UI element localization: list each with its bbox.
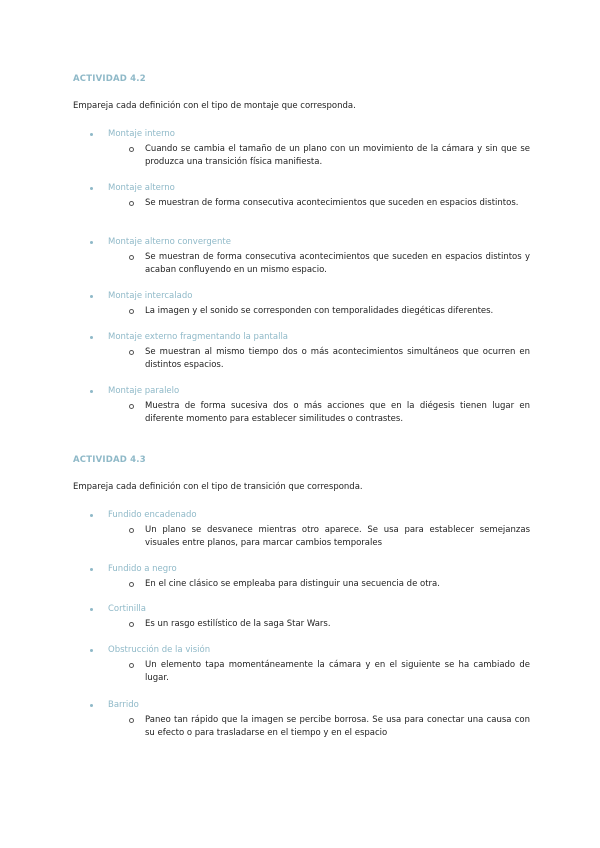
list-item — [90, 699, 530, 741]
list-item — [90, 128, 530, 170]
bullet-icon — [90, 514, 93, 517]
activity-4-2-instruction: Empareja cada definición con el tipo de montaje que corresponda. — [73, 101, 356, 111]
term-montaje-alterno-convergente: Montaje alterno convergente — [90, 236, 530, 249]
term-montaje-interno: Montaje interno — [90, 128, 530, 141]
list-item — [90, 509, 530, 551]
definition: Es un rasgo estilístico de la saga Star Wars. — [145, 618, 530, 631]
bullet-icon — [90, 295, 93, 298]
definition: Se muestran de forma consecutiva acontecimientos que suceden en espacios distintos. — [145, 197, 530, 210]
definition: Paneo tan rápido que la imagen se percibe borrosa. Se usa para conectar una causa con su efecto o para trasladarse en el tiempo y en el espacio — [145, 714, 530, 741]
definition: Un plano se desvanece mientras otro aparece. Se usa para establecer semejanzas visuales entre planos, para marcar cambios temporales — [145, 524, 530, 551]
bullet-icon — [90, 704, 93, 707]
circle-bullet-icon — [129, 201, 134, 206]
circle-bullet-icon — [129, 255, 134, 260]
list-item — [90, 290, 530, 318]
list-item — [90, 385, 530, 427]
list-item — [90, 331, 530, 373]
activity-4-3-instruction: Empareja cada definición con el tipo de transición que corresponda. — [73, 482, 363, 492]
term-montaje-externo: Montaje externo fragmentando la pantalla — [90, 331, 530, 344]
bullet-icon — [90, 649, 93, 652]
circle-bullet-icon — [129, 528, 134, 533]
term-montaje-alterno: Montaje alterno — [90, 182, 530, 195]
list-item — [90, 182, 530, 210]
bullet-icon — [90, 568, 93, 571]
bullet-icon — [90, 390, 93, 393]
bullet-icon — [90, 336, 93, 339]
term-fundido-a-negro: Fundido a negro — [90, 563, 530, 576]
circle-bullet-icon — [129, 718, 134, 723]
circle-bullet-icon — [129, 147, 134, 152]
circle-bullet-icon — [129, 582, 134, 587]
term-obstruccion-de-la-vision: Obstrucción de la visión — [90, 644, 530, 657]
circle-bullet-icon — [129, 622, 134, 627]
list-item — [90, 563, 530, 591]
bullet-icon — [90, 133, 93, 136]
list-item — [90, 236, 530, 278]
term-montaje-paralelo: Montaje paralelo — [90, 385, 530, 398]
bullet-icon — [90, 187, 93, 190]
circle-bullet-icon — [129, 404, 134, 409]
term-montaje-intercalado: Montaje intercalado — [90, 290, 530, 303]
definition: La imagen y el sonido se corresponden con temporalidades diegéticas diferentes. — [145, 305, 530, 318]
term-barrido: Barrido — [90, 699, 530, 712]
definition: En el cine clásico se empleaba para distinguir una secuencia de otra. — [145, 578, 530, 591]
list-item — [90, 644, 530, 686]
circle-bullet-icon — [129, 350, 134, 355]
bullet-icon — [90, 608, 93, 611]
list-item — [90, 603, 530, 631]
definition: Un elemento tapa momentáneamente la cámara y en el siguiente se ha cambiado de lugar. — [145, 659, 530, 686]
definition: Se muestran de forma consecutiva acontecimientos que suceden en espacios distintos y acaban confluyendo en un mismo espacio. — [145, 251, 530, 278]
term-cortinilla: Cortinilla — [90, 603, 530, 616]
activity-4-2-title: ACTIVIDAD 4.2 — [73, 74, 146, 84]
definition: Muestra de forma sucesiva dos o más acciones que en la diégesis tienen lugar en diferente momento para establecer similitudes o contrastes. — [145, 400, 530, 427]
activity-4-3-title: ACTIVIDAD 4.3 — [73, 455, 146, 465]
circle-bullet-icon — [129, 663, 134, 668]
definition: Cuando se cambia el tamaño de un plano con un movimiento de la cámara y sin que se produzca una transición física manifiesta. — [145, 143, 530, 170]
term-fundido-encadenado: Fundido encadenado — [90, 509, 530, 522]
definition: Se muestran al mismo tiempo dos o más acontecimientos simultáneos que ocurren en distintos espacios. — [145, 346, 530, 373]
bullet-icon — [90, 241, 93, 244]
circle-bullet-icon — [129, 309, 134, 314]
